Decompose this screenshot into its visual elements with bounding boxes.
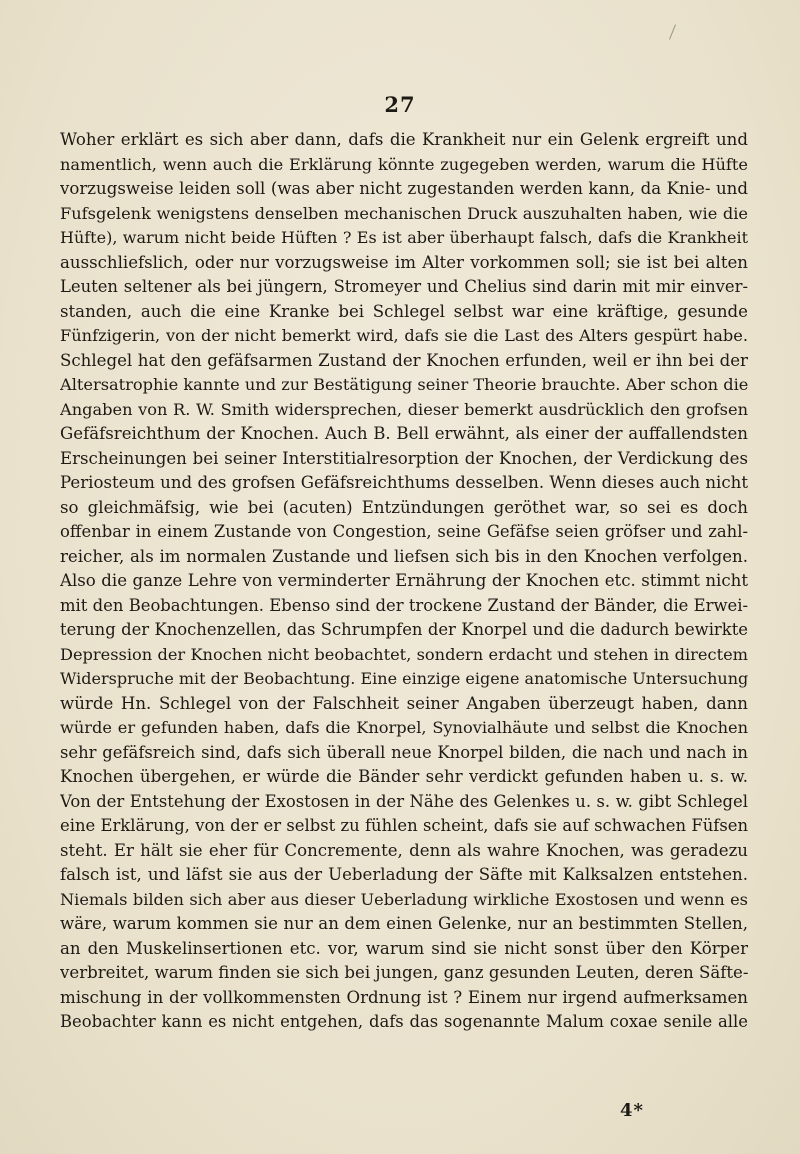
text-line: steht. Er hält sie eher für Concremente, denn als wahre Knochen, was geradezu [60,840,748,860]
text-line: Erscheinungen bei seiner Interstitialresorption der Knochen, der Verdickung des [60,448,748,468]
text-line: Leuten seltener als bei jüngern, Stromeyer und Chelius sind darin mit mir einver- [60,277,748,296]
margin-mark [669,24,676,39]
text-line: Fufsgelenk wenigstens denselben mechanischen Druck auszuhalten haben, wie die [60,203,748,223]
text-line: falsch ist, und läfst sie aus der Ueberladung der Säfte mit Kalksalzen entstehen. [60,865,748,884]
text-line: vorzugsweise leiden soll (was aber nicht zugestanden werden kann, da Knie- und [60,179,748,198]
text-line: Beobachter kann es nicht entgehen, dafs das sogenannte Malum coxae senile alle [60,1012,748,1031]
text-line: mit den Beobachtungen. Ebenso sind der trockene Zustand der Bänder, die Erwei- [60,595,748,615]
text-line: würde Hn. Schlegel von der Falschheit seiner Angaben überzeugt haben, dann [60,693,748,713]
text-line: Fünfzigerin, von der nicht bemerkt wird, dafs sie die Last des Alters gespürt habe. [60,326,748,345]
text-line: eine Erklärung, von der er selbst zu fühlen scheint, dafs sie auf schwachen Füfsen [60,816,748,835]
text-line: Widerspruche mit der Beobachtung. Eine einzige eigene anatomische Untersuchung [60,669,748,688]
text-line: Woher erklärt es sich aber dann, dafs die Krankheit nur ein Gelenk ergreift und [60,130,748,149]
text-line: Altersatrophie kannte und zur Bestätigung seiner Theorie brauchte. Aber schon die [60,375,748,394]
signature-mark: 4* [620,1100,644,1121]
text-line: sehr gefäfsreich sind, dafs sich überall neue Knorpel bilden, die nach und nach in [60,742,748,762]
text-line: so gleichmäfsig, wie bei (acuten) Entzündungen geröthet war, so sei es doch [60,497,748,517]
text-line: würde er gefunden haben, dafs die Knorpel, Synovialhäute und selbst die Knochen [60,718,748,737]
page-number: 27 [384,92,416,117]
text-line: Von der Entstehung der Exostosen in der Nähe des Gelenkes u. s. w. gibt Schlegel [60,791,748,811]
text-line: namentlich, wenn auch die Erklärung könnte zugegeben werden, warum die Hüfte [60,154,748,174]
text-line: Periosteum und des grofsen Gefäfsreichthums desselben. Wenn dieses auch nicht [60,473,748,492]
text-line: offenbar in einem Zustande von Congestion, seine Gefäfse seien gröfser und zahl- [60,522,748,541]
text-line: an den Muskelinsertionen etc. vor, warum sind sie nicht sonst über den Körper [60,938,748,958]
text-line: verbreitet, warum finden sie sich bei jungen, ganz gesunden Leuten, deren Säfte- [60,963,748,982]
text-line: ausschliefslich, oder nur vorzugsweise im Alter vorkommen soll; sie ist bei alten [60,252,748,272]
text-line: Depression der Knochen nicht beobachtet, sondern erdacht und stehen in directem [60,644,748,664]
text-line: Hüfte), warum nicht beide Hüften ? Es ist aber überhaupt falsch, dafs die Krankheit [60,228,748,247]
text-line: Also die ganze Lehre von verminderter Ernährung der Knochen etc. stimmt nicht [60,571,748,590]
text-line: Schlegel hat den gefäfsarmen Zustand der Knochen erfunden, weil er ihn bei der [60,350,748,370]
text-line: wäre, warum kommen sie nur an dem einen Gelenke, nur an bestimmten Stellen, [60,914,748,933]
text-line: standen, auch die eine Kranke bei Schlegel selbst war eine kräftige, gesunde [60,301,748,321]
text-line: mischung in der vollkommensten Ordnung ist ? Einem nur irgend aufmerksamen [60,987,748,1007]
text-line: Angaben von R. W. Smith widersprechen, dieser bemerkt ausdrücklich den grofsen [60,399,748,419]
text-line: terung der Knochenzellen, das Schrumpfen der Knorpel und die dadurch bewirkte [60,620,748,639]
text-line: reicher, als im normalen Zustande und liefsen sich bis in den Knochen verfolgen. [60,546,748,566]
text-line: Knochen übergehen, er würde die Bänder sehr verdickt gefunden haben u. s. w. [60,767,748,786]
body-text [60,128,748,1035]
text-line: Gefäfsreichthum der Knochen. Auch B. Bell erwähnt, als einer der auffallendsten [60,424,748,443]
text-line: Niemals bilden sich aber aus dieser Ueberladung wirkliche Exostosen und wenn es [60,889,748,909]
